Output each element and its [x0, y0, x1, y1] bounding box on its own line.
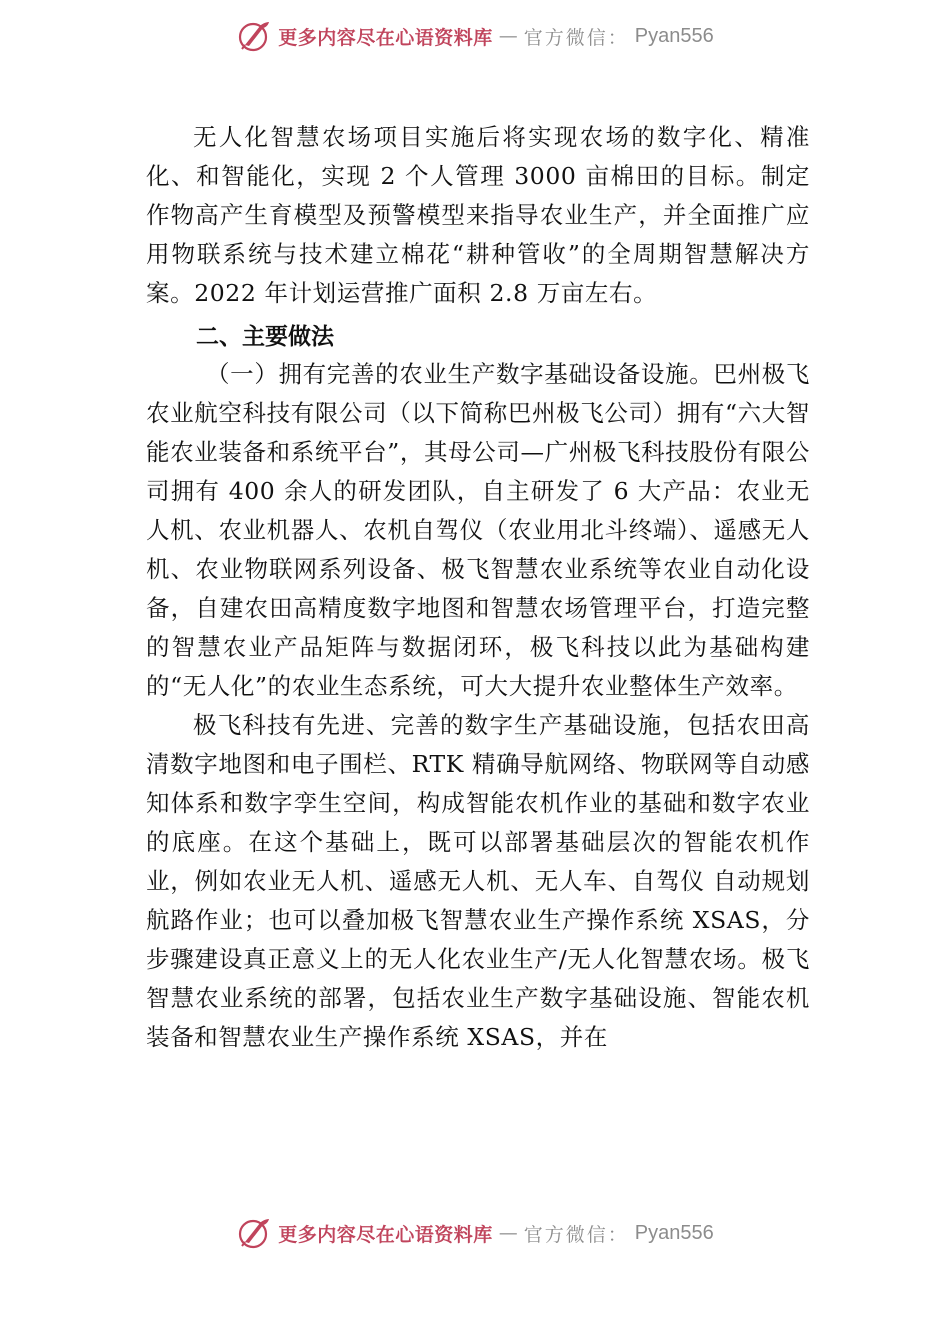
watermark-wechat-id: Pyan556 — [634, 1221, 714, 1244]
intro-paragraph: 无人化智慧农场项目实施后将实现农场的数字化、精准化、和智能化，实现 2 个人管理 3000 亩棉田的目标。制定作物高产生育模型及预警模型来指导农业生产，并全面推广应用物联系统与技术建立棉花“耕种管收”的全周期智慧解决方案。2022 年计划运营推广面积 2.8 万亩左右。 — [146, 123, 810, 307]
quill-logo-icon — [236, 1215, 272, 1251]
watermark-wechat-id: Pyan556 — [634, 24, 714, 47]
watermark-separator: — — [498, 25, 518, 47]
quill-logo-icon — [236, 18, 272, 54]
watermark-wechat-label: 官方微信： — [523, 26, 629, 49]
section-paragraph-2: 极飞科技有先进、完善的数字生产基础设施，包括农田高清数字地图和电子围栏、RTK 精确导航网络、物联网等自动感知体系和数字孪生空间，构成智能农机作业的基础和数字农业的底座。在这个基础上，既可以部署基础层次的智能农机作业，例如农业无人机、遥感无人机、无人车、自驾仪 自动规划航路作业；也可以叠加极飞智慧农业生产操作系统 XSAS，分步骤建设真正意义上的无人化农业生产/无人化智慧农场。极飞智慧农业系统的部署，包括农业生产数字基础设施、智能农机装备和智慧农业生产操作系统 XSAS，并在 — [146, 711, 810, 1051]
watermark-separator: — — [498, 1222, 518, 1244]
document-body — [146, 118, 810, 1057]
watermark-text: 更多内容尽在心语资料库 — [278, 26, 493, 49]
watermark-wechat-label: 官方微信： — [523, 1223, 629, 1246]
footer-watermark — [0, 1211, 950, 1255]
header-watermark — [0, 14, 950, 58]
section-heading: 二、主要做法 — [196, 324, 334, 350]
section-paragraph-1: （一）拥有完善的农业生产数字基础设备设施。巴州极飞农业航空科技有限公司（以下简称巴州极飞公司）拥有“六大智能农业装备和系统平台”，其母公司—广州极飞科技股份有限公司拥有 400 余人的研发团队，自主研发了 6 大产品：农业无人机、农业机器人、农机自驾仪（农业用北斗终端）、遥感无人机、农业物联网系列设备、极飞智慧农业系统等农业自动化设备，自建农田高精度数字地图和智慧农场管理平台，打造完整的智慧农业产品矩阵与数据闭环，极飞科技以此为基础构建的“无人化”的农业生态系统，可大大提升农业整体生产效率。 — [146, 360, 810, 700]
watermark-text: 更多内容尽在心语资料库 — [278, 1223, 493, 1246]
